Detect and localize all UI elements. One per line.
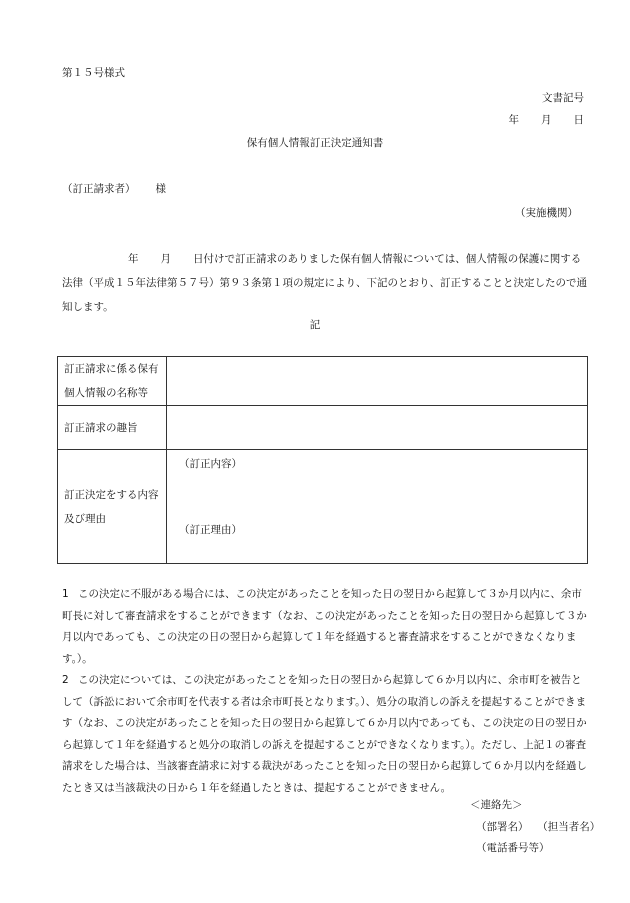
note-number: 2	[62, 674, 69, 686]
body-text: 日付けで訂正請求のありました保有個人情報については、個人情報の保護に関する法律（平成１５年法律第５７号）第９３条第１項の規定により、下記のとおり、訂正することと決定したので通知します。	[62, 253, 587, 313]
contact-person: （担当者名）	[542, 820, 601, 833]
document-title: 保有個人情報訂正決定通知書	[246, 137, 384, 149]
note-item	[62, 670, 592, 799]
row1-value	[167, 357, 588, 406]
row2-header: 訂正請求の趣旨	[58, 406, 167, 450]
date-line	[509, 112, 585, 127]
note-number: 1	[62, 588, 69, 600]
recipient-label: （訂正請求者）	[62, 183, 136, 195]
body-paragraph	[62, 247, 588, 319]
note-text: この決定に不服がある場合には、この決定があったことを知った日の翌日から起算して３か月以内に、余市町長に対して審査請求をすることができます（なお、この決定があったことを知った日の翌日から起算して３か月以内であっても、この決定の日の翌日から起算して１年を経過すると審査請求をすることができなくなります。）。	[62, 588, 587, 665]
form-number: 第１５号様式	[62, 67, 125, 79]
date-year: 年	[508, 114, 519, 126]
notes	[62, 584, 592, 799]
note-text: この決定については、この決定があったことを知った日の翌日から起算して６か月以内に、余市町を被告として（訴訟において余市町を代表する者は余市町長となります。）、処分の取消しの訴えを提起することができます（なお、この決定があったことを知った日の翌日から起算して６か月以内であっても、この決定の日の翌日から起算して１年を経過すると処分の取消しの訴えを提起することができなくなります。）。ただし、上記１の審査請求をした場合は、当該審査請求に対する裁決があったことを知った日の翌日から起算して６か月以内を経過したとき又は当該裁決の日から１年を経過したときは、提起することができません。	[62, 674, 587, 794]
date-day: 日	[573, 114, 584, 126]
recipient-honorific: 様	[155, 183, 166, 195]
table-row	[58, 406, 588, 450]
row3-header: 訂正決定をする内容及び理由	[58, 450, 167, 564]
info-table	[57, 356, 588, 564]
row1-header: 訂正請求に係る保有個人情報の名称等	[58, 357, 167, 406]
contact-title: ＜連絡先＞	[470, 799, 523, 811]
contact-names	[470, 817, 600, 839]
table-row	[58, 357, 588, 406]
contact-department: （部署名）	[476, 820, 529, 833]
body-year: 年	[128, 253, 139, 265]
recipient-line	[62, 181, 166, 196]
row3-value	[167, 450, 588, 564]
row3-reason-label: （訂正理由）	[179, 524, 242, 536]
contact-phone: （電話番号等）	[476, 842, 550, 854]
date-month: 月	[541, 114, 552, 126]
row3-content-label: （訂正内容）	[179, 458, 242, 470]
agency-label: （実施機関）	[515, 207, 578, 219]
note-item	[62, 584, 592, 670]
body-month: 月	[160, 253, 171, 265]
row2-value	[167, 406, 588, 450]
contact-block	[470, 795, 600, 860]
ki-heading: 記	[309, 319, 321, 331]
table-row	[58, 450, 588, 564]
document-number-label: 文書記号	[542, 92, 584, 104]
